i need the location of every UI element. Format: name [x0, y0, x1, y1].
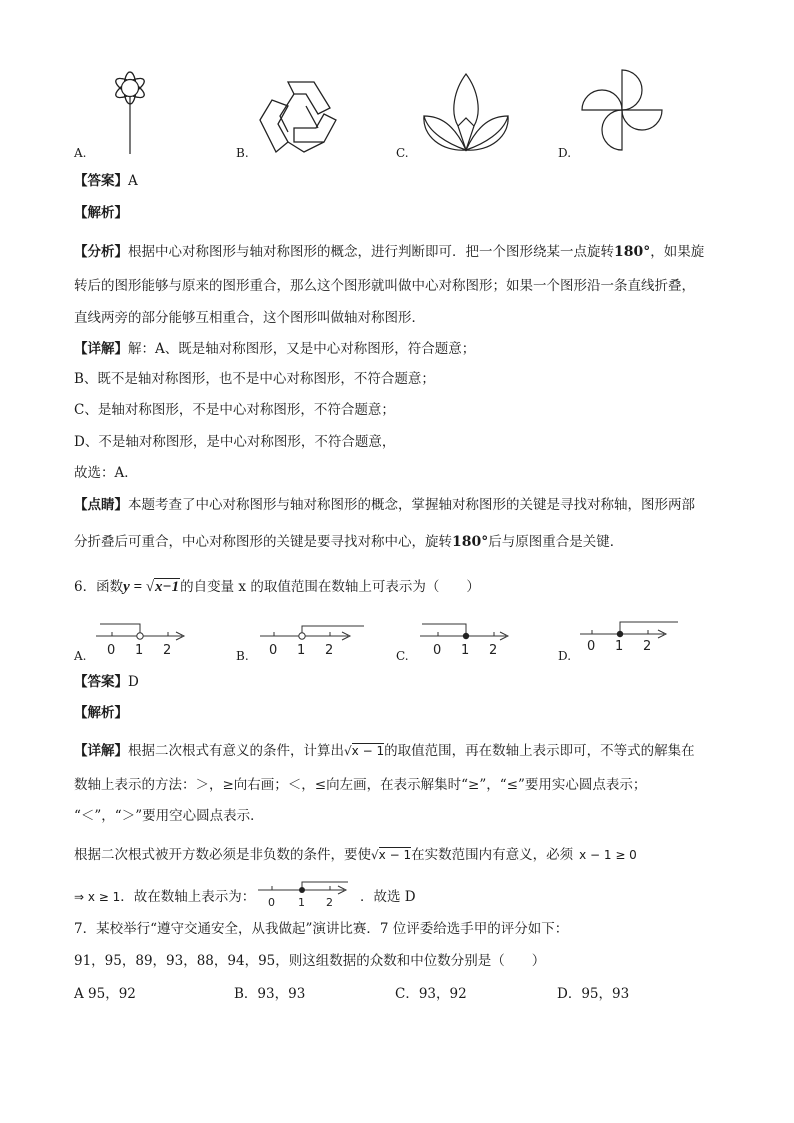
- q5-option-a[interactable]: A.: [74, 146, 87, 160]
- q5-dianjing-line2: 分折叠后可重合，中心对称图形的关键是要寻找对称中心，旋转180°后与原图重合是关键．: [74, 534, 624, 550]
- tick-1: 1: [135, 643, 144, 658]
- q5-option-c[interactable]: C.: [396, 146, 409, 160]
- answer-tag: 【答案】: [74, 674, 128, 690]
- q6-detail-line4: 根据二次根式被开方数必须是非负数的条件，要使√x − 1在实数范围内有意义，必须 x − 1 ≥ 0: [74, 847, 637, 863]
- tick-0: 0: [587, 639, 596, 654]
- q6-option-c[interactable]: C.: [396, 649, 409, 663]
- q7-option-d[interactable]: D．95，93: [557, 986, 630, 1002]
- tick-2: 2: [489, 643, 498, 658]
- q6-option-b[interactable]: B.: [236, 649, 249, 663]
- tick-0: 0: [269, 643, 278, 658]
- q5-option-d[interactable]: D.: [558, 146, 572, 160]
- degree-180: 180°: [452, 534, 489, 550]
- q6-detail-line1: 【详解】根据二次根式有意义的条件，计算出√x − 1的取值范围，再在数轴上表示即可，不等式的解集在: [74, 743, 695, 759]
- tick-1: 1: [461, 643, 470, 658]
- q7-option-c[interactable]: C．93，92: [395, 986, 467, 1002]
- q7-stem-line2: 91，95，89，93，88，94，95，则这组数据的众数和中位数分别是（ ）: [74, 953, 546, 969]
- answer-number-line: [258, 880, 354, 910]
- function-formula: y = √x−1: [123, 579, 180, 595]
- q5-dianjing-line1: 【点睛】本题考查了中心对称图形与轴对称图形的概念，掌握轴对称图形的关键是寻找对称轴，图形两部: [74, 497, 695, 513]
- radical-expression: √x − 1: [344, 744, 385, 758]
- analysis-tag: 【解析】: [74, 205, 128, 221]
- answer-tag: 【答案】: [74, 173, 128, 189]
- q5-fenxi-line2: 转后的图形能够与原来的图形重合，那么这个图形就叫做中心对称图形；如果一个图形沿一条直线折叠，: [74, 278, 695, 294]
- q6-detail-line3: “＜”，“＞”要用空心圆点表示．: [74, 808, 264, 824]
- tick-1: 1: [297, 643, 306, 658]
- tick-1: 1: [615, 639, 624, 654]
- q7-option-b[interactable]: B．93，93: [234, 986, 306, 1002]
- tick-2: 2: [643, 639, 652, 654]
- q5-choose: 故选：A．: [74, 465, 138, 481]
- detail-tag: 【详解】: [74, 341, 128, 357]
- q5-detail-line2: B、既不是轴对称图形，也不是中心对称图形，不符合题意；: [74, 371, 435, 387]
- tick-1: 1: [298, 896, 305, 909]
- tick-2: 2: [325, 643, 334, 658]
- q5-detail-line1: 【详解】解：A、既是轴对称图形，又是中心对称图形，符合题意；: [74, 341, 476, 357]
- recycle-figure-b: [258, 80, 342, 156]
- tick-0: 0: [268, 896, 275, 909]
- q7-option-a[interactable]: A 95，92: [74, 986, 136, 1002]
- q6-answer-line: [74, 673, 139, 691]
- dianjing-tag: 【点睛】: [74, 497, 128, 513]
- q5-fenxi-line3: 直线两旁的部分能够互相重合，这个图形叫做轴对称图形．: [74, 310, 425, 326]
- q6-option-a[interactable]: A.: [74, 649, 87, 663]
- tick-0: 0: [433, 643, 442, 658]
- lotus-figure-c: [418, 72, 518, 156]
- number-line-d[interactable]: [580, 620, 682, 656]
- pinwheel-figure-d: [582, 68, 672, 158]
- degree-180: 180°: [614, 244, 651, 260]
- q6-choose: ．故选 D: [360, 889, 416, 905]
- answer-value: D: [128, 674, 139, 690]
- radical-expression: √x − 1: [371, 848, 412, 862]
- number-line-b: [260, 622, 370, 662]
- q5-detail-line3: C、是轴对称图形，不是中心对称图形，不符合题意；: [74, 402, 395, 418]
- tick-2: 2: [326, 896, 333, 909]
- q6-detail-line2: 数轴上表示的方法：＞，≥向右画；＜，≤向左画，在表示解集时“≥”，“≤”要用实心圆点表示；: [74, 777, 647, 793]
- q7-stem-line1: 7．某校举行“遵守交通安全，从我做起”演讲比赛．7 位评委给选手甲的评分如下：: [74, 921, 569, 937]
- number-line-c: [420, 620, 516, 660]
- q6-detail-line5: ⇒ x ≥ 1．故在数轴上表示为：: [74, 889, 256, 905]
- answer-value: A: [128, 173, 138, 189]
- q6-number: 6．: [74, 579, 97, 595]
- fenxi-tag: 【分析】: [74, 244, 128, 260]
- flower-figure-a: [94, 64, 166, 156]
- number-line-a: [96, 620, 192, 660]
- q5-fenxi-line1: 【分析】根据中心对称图形与轴对称图形的概念，进行判断即可．把一个图形绕某一点旋转180°，如果旋: [74, 244, 705, 260]
- q6-option-d[interactable]: D.: [558, 649, 572, 663]
- inequality-2: ⇒ x ≥ 1: [74, 890, 121, 904]
- inequality-1: x − 1 ≥ 0: [579, 848, 637, 862]
- q5-detail-line4: D、不是轴对称图形，是中心对称图形，不符合题意，: [74, 434, 396, 450]
- tick-0: 0: [107, 643, 116, 658]
- q5-answer-line: [74, 172, 138, 190]
- q6-stem: 6．函数y = √x−1的自变量 x 的取值范围在数轴上可表示为（ ）: [74, 579, 480, 595]
- q5-option-b[interactable]: B.: [236, 146, 249, 160]
- tick-2: 2: [163, 643, 172, 658]
- analysis-tag: 【解析】: [74, 705, 128, 721]
- detail-tag: 【详解】: [74, 743, 128, 759]
